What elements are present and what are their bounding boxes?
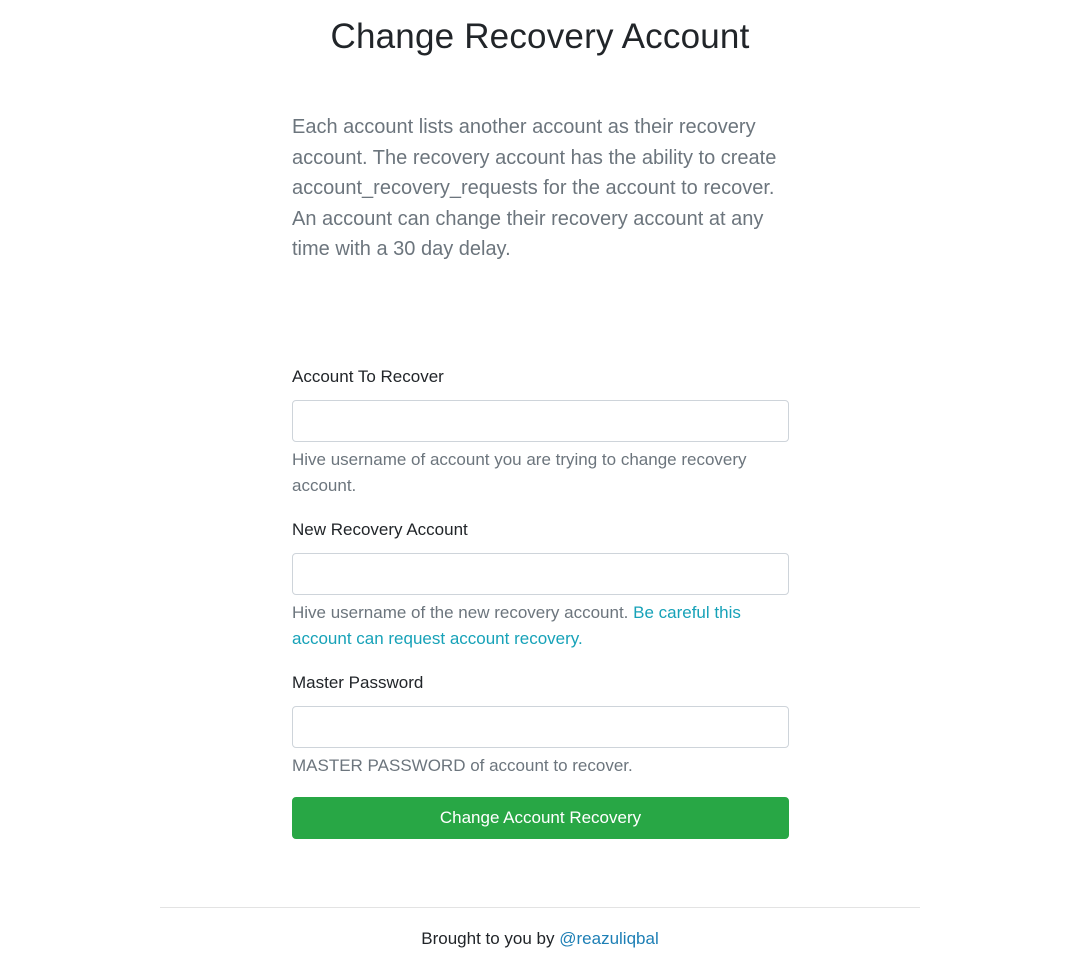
master-password-input[interactable] (292, 706, 789, 748)
new-recovery-account-label: New Recovery Account (292, 520, 468, 539)
master-password-group (292, 670, 789, 779)
footer-divider (160, 907, 920, 908)
change-recovery-form (292, 364, 789, 839)
account-to-recover-group (292, 364, 789, 499)
new-recovery-account-group (292, 517, 789, 652)
new-recovery-account-help (292, 600, 789, 652)
new-recovery-account-input[interactable] (292, 553, 789, 595)
page-title: Change Recovery Account (330, 17, 750, 56)
master-password-help: MASTER PASSWORD of account to recover. (292, 756, 633, 775)
account-to-recover-label: Account To Recover (292, 367, 444, 386)
new-recovery-account-help-text: Hive username of the new recovery account. (292, 603, 629, 622)
footer-text: Brought to you by (421, 929, 555, 948)
master-password-label: Master Password (292, 673, 424, 692)
account-to-recover-help: Hive username of account you are trying to change recovery account. (292, 450, 747, 495)
author-link[interactable]: @reazuliqbal (559, 929, 659, 948)
new-recovery-account-warning: Be careful this account can request account recovery. (292, 603, 741, 648)
footer (0, 926, 1080, 952)
account-to-recover-input[interactable] (292, 400, 789, 442)
change-account-recovery-button[interactable]: Change Account Recovery (292, 797, 789, 839)
intro-description: Each account lists another account as their recovery account. The recovery account has the ability to create account_recovery_requests for the account to recover. An account can change their recovery account at any time with a 30 day delay. (292, 116, 777, 261)
